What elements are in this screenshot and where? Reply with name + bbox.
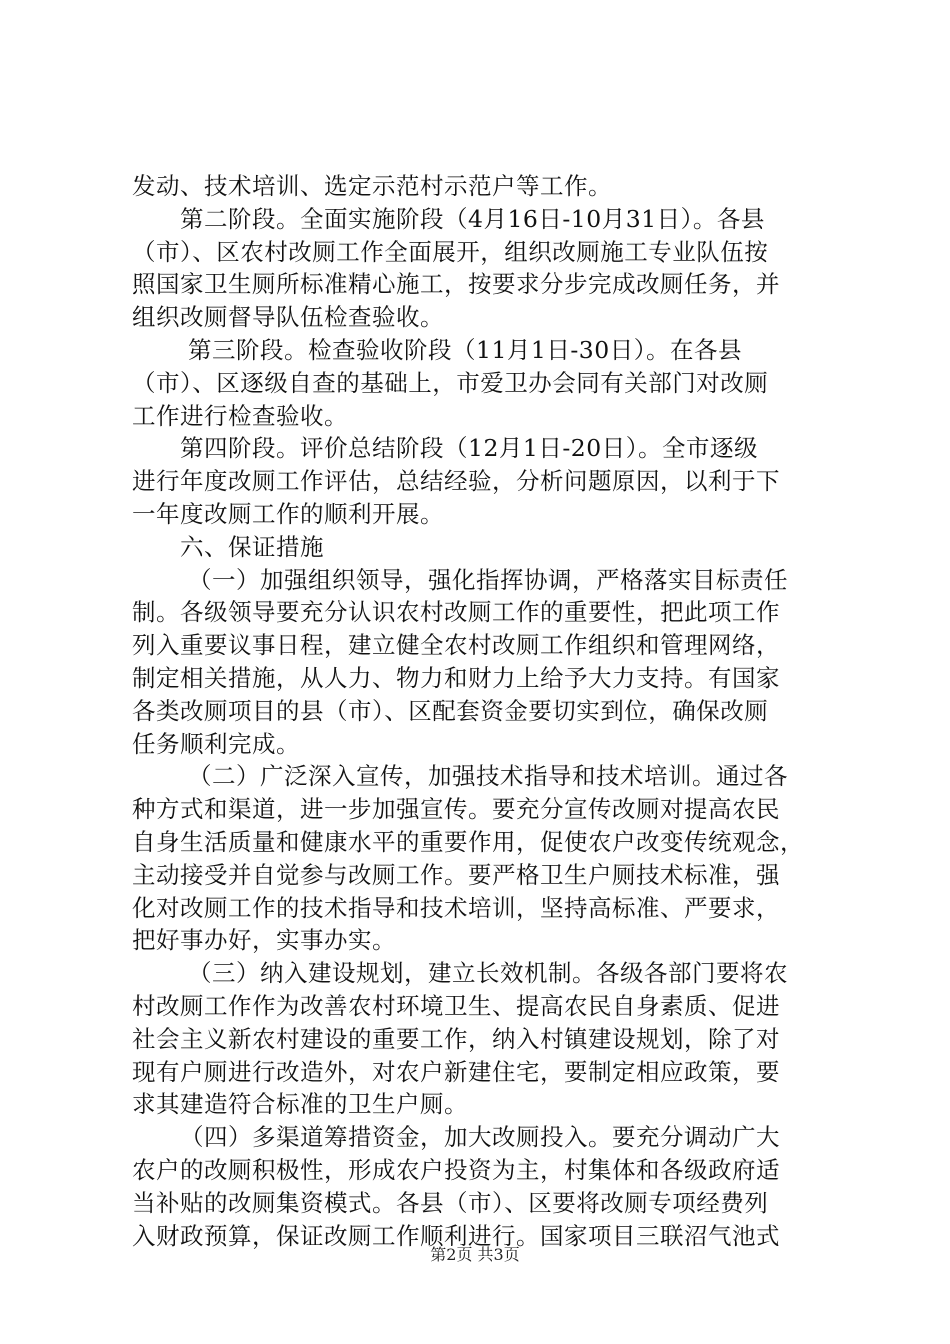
text-line: 照国家卫生厕所标准精心施工，按要求分步完成改厕任务，并 bbox=[132, 270, 780, 299]
page-footer: 第2页 共3页 bbox=[430, 1245, 520, 1264]
text-line: 各类改厕项目的县（市）、区配套资金要切实到位，确保改厕 bbox=[132, 696, 769, 725]
text-line: 发动、技术培训、选定示范村示范户等工作。 bbox=[132, 172, 612, 200]
text-line: 种方式和渠道，进一步加强宣传。要充分宣传改厕对提高农民 bbox=[132, 795, 780, 824]
text-line: （四）多渠道筹措资金，加大改厕投入。要充分调动广大 bbox=[180, 1123, 780, 1152]
text-line: 制。各级领导要充分认识农村改厕工作的重要性，把此项工作 bbox=[132, 598, 780, 627]
text-line: 列入重要议事日程，建立健全农村改厕工作组织和管理网络， bbox=[132, 631, 780, 660]
section-heading: 六、保证措施 bbox=[180, 532, 324, 561]
text-line: 入财政预算，保证改厕工作顺利进行。国家项目三联沼气池式 bbox=[132, 1221, 780, 1250]
text-line: （市）、区农村改厕工作全面展开，组织改厕施工专业队伍按 bbox=[132, 237, 769, 266]
text-line: 工作进行检查验收。 bbox=[132, 401, 348, 430]
text-line: 当补贴的改厕集资模式。各县（市）、区要将改厕专项经费列 bbox=[132, 1188, 769, 1217]
text-line: 第四阶段。评价总结阶段（12月1日-20日）。全市逐级 bbox=[180, 434, 758, 463]
text-line: 组织改厕督导队伍检查验收。 bbox=[132, 303, 444, 332]
text-line: （一）加强组织领导，强化指挥协调，严格落实目标责任 bbox=[188, 565, 788, 594]
text-line: （二）广泛深入宣传，加强技术指导和技术培训。通过各 bbox=[188, 762, 788, 791]
text-line: 制定相关措施，从人力、物力和财力上给予大力支持。有国家 bbox=[132, 664, 780, 692]
text-line: 自身生活质量和健康水平的重要作用，促使农户改变传统观念， bbox=[132, 828, 804, 856]
text-line: 农户的改厕积极性，形成农户投资为主，村集体和各级政府适 bbox=[132, 1156, 780, 1184]
text-line: 村改厕工作作为改善农村环境卫生、提高农民自身素质、促进 bbox=[132, 992, 780, 1020]
text-line: 第三阶段。检查验收阶段（11月1日-30日）。在各县 bbox=[188, 336, 742, 364]
text-line: 一年度改厕工作的顺利开展。 bbox=[132, 500, 444, 528]
text-line: 主动接受并自觉参与改厕工作。要严格卫生户厕技术标准，强 bbox=[132, 860, 780, 889]
text-line: 现有户厕进行改造外，对农户新建住宅，要制定相应政策，要 bbox=[132, 1057, 780, 1086]
text-line: 进行年度改厕工作评估，总结经验，分析问题原因，以利于下 bbox=[132, 467, 780, 496]
text-line: （三）纳入建设规划，建立长效机制。各级各部门要将农 bbox=[188, 959, 788, 988]
text-line: 第二阶段。全面实施阶段（4月16日-10月31日）。各县 bbox=[180, 204, 765, 233]
text-line: （市）、区逐级自查的基础上，市爱卫办会同有关部门对改厕 bbox=[132, 368, 769, 397]
text-line: 任务顺利完成。 bbox=[132, 729, 300, 758]
text-line: 化对改厕工作的技术指导和技术培训，坚持高标准、严要求， bbox=[132, 893, 780, 922]
text-line: 把好事办好，实事办实。 bbox=[132, 926, 396, 955]
text-line: 求其建造符合标准的卫生户厕。 bbox=[132, 1090, 468, 1119]
text-line: 社会主义新农村建设的重要工作，纳入村镇建设规划，除了对 bbox=[132, 1024, 780, 1053]
